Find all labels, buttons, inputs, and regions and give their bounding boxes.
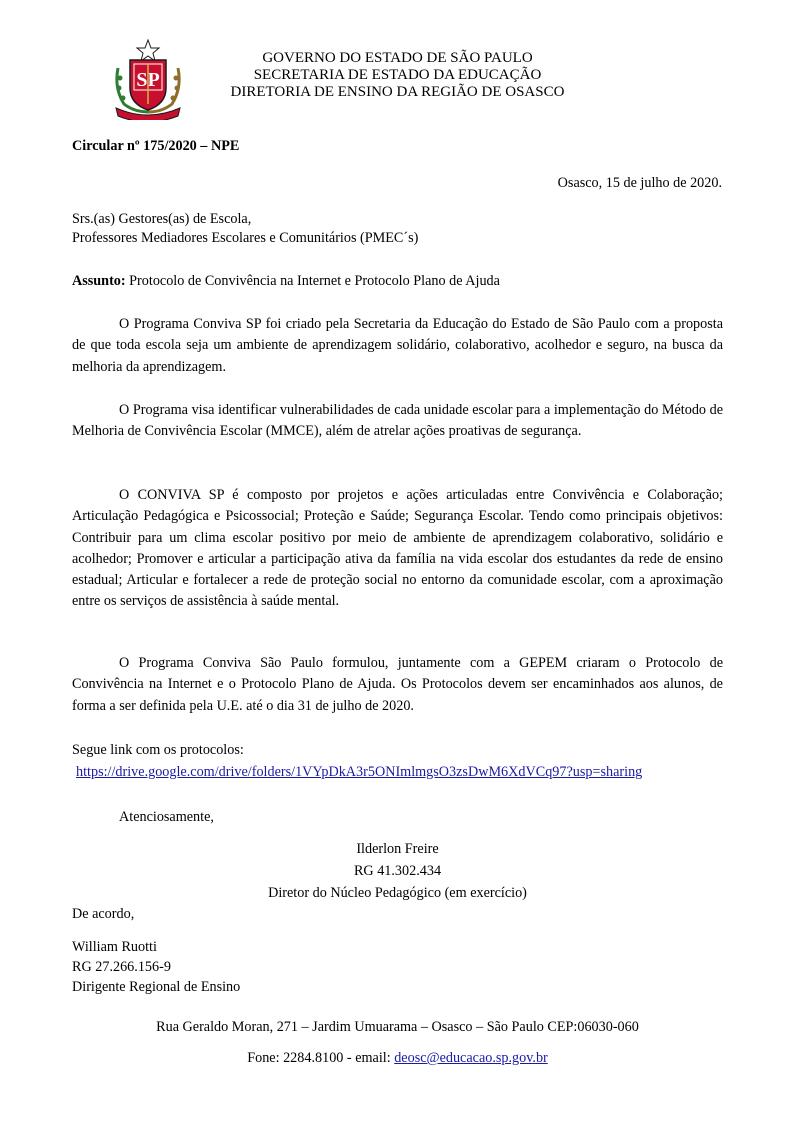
subject-text: Protocolo de Convivência na Internet e Protocolo Plano de Ajuda — [125, 273, 500, 289]
subject-line — [72, 273, 500, 290]
header-government: GOVERNO DO ESTADO DE SÃO PAULO — [262, 50, 533, 66]
second-signatory-name: William Ruotti — [72, 939, 157, 955]
protocols-drive-link[interactable]: https://drive.google.com/drive/folders/1VYpDkA3r5ONImlmgsO3zsDwM6XdVCq97?usp=sharing — [76, 764, 643, 780]
recipients-line-2: Professores Mediadores Escolares e Comunitários (PMEC´s) — [72, 230, 419, 246]
agreement: De acordo, — [72, 906, 135, 922]
signatory-name: Ilderlon Freire — [356, 841, 439, 857]
protocols-link-row — [76, 764, 642, 781]
footer-contact — [72, 1050, 723, 1067]
paragraph-1: O Programa Conviva SP foi criado pela Secretaria da Educação do Estado de São Paulo com a proposta de que toda escola seja um ambiente de aprendizagem solidário, colaborativo, acolhedor e seguro, na busca da melhoria da aprendizagem. — [72, 316, 723, 375]
crest-sp-letters: SP — [136, 69, 160, 91]
closing: Atenciosamente, — [119, 809, 214, 825]
link-intro: Segue link com os protocolos: — [72, 742, 244, 758]
footer-address: Rua Geraldo Moran, 271 – Jardim Umuarama – Osasco – São Paulo CEP:06030-060 — [156, 1019, 639, 1035]
paragraph-2: O Programa visa identificar vulnerabilidades de cada unidade escolar para a implementação do Método de Melhoria de Convivência Escolar (MMCE), além de atrelar ações proativas de segurança. — [72, 402, 723, 440]
paragraph-3: O CONVIVA SP é composto por projetos e ações articuladas entre Convivência e Colaboração; Articulação Pedagógica e Psicossocial; Proteção e Saúde; Segurança Escolar. Tendo como principais objetivos: Contribuir para um clima escolar positivo por meio de ambiente de aprendizagem colaborativo, solidário e acolhedor; Promover e articular a participação ativa da família na vida escolar dos estudantes da rede de ensino estadual; Articular e fortalecer a rede de proteção social no entorno da comunidade escolar, com a aproximação entre os serviços de assistência à saúde mental. — [72, 487, 723, 610]
paragraph-4: O Programa Conviva São Paulo formulou, juntamente com a GEPEM criaram o Protocolo de Convivência na Internet e o Protocolo Plano de Ajuda. Os Protocolos devem ser encaminhados aos alunos, de forma a ser definida pela U.E. até o dia 31 de julho de 2020. — [72, 655, 723, 714]
signatory-rg: RG 41.302.434 — [353, 863, 442, 879]
signatory-role: Diretor do Núcleo Pedagógico (em exercício) — [268, 885, 527, 901]
subject-label: Assunto: — [72, 273, 126, 289]
circular-number: Circular nº 175/2020 – NPE — [72, 138, 240, 154]
header-secretariat: SECRETARIA DE ESTADO DA EDUCAÇÃO — [253, 67, 542, 83]
footer-email-link[interactable]: deosc@educacao.sp.gov.br — [394, 1050, 548, 1066]
sao-paulo-coat-of-arms-logo — [108, 38, 188, 120]
second-signatory-rg: RG 27.266.156-9 — [72, 959, 171, 975]
second-signatory-role: Dirigente Regional de Ensino — [72, 979, 241, 995]
document-date: Osasco, 15 de julho de 2020. — [557, 175, 722, 191]
recipients-line-1: Srs.(as) Gestores(as) de Escola, — [72, 211, 252, 227]
footer-phone: Fone: 2284.8100 - email: — [247, 1050, 395, 1066]
header-directorate: DIRETORIA DE ENSINO DA REGIÃO DE OSASCO — [230, 84, 565, 100]
